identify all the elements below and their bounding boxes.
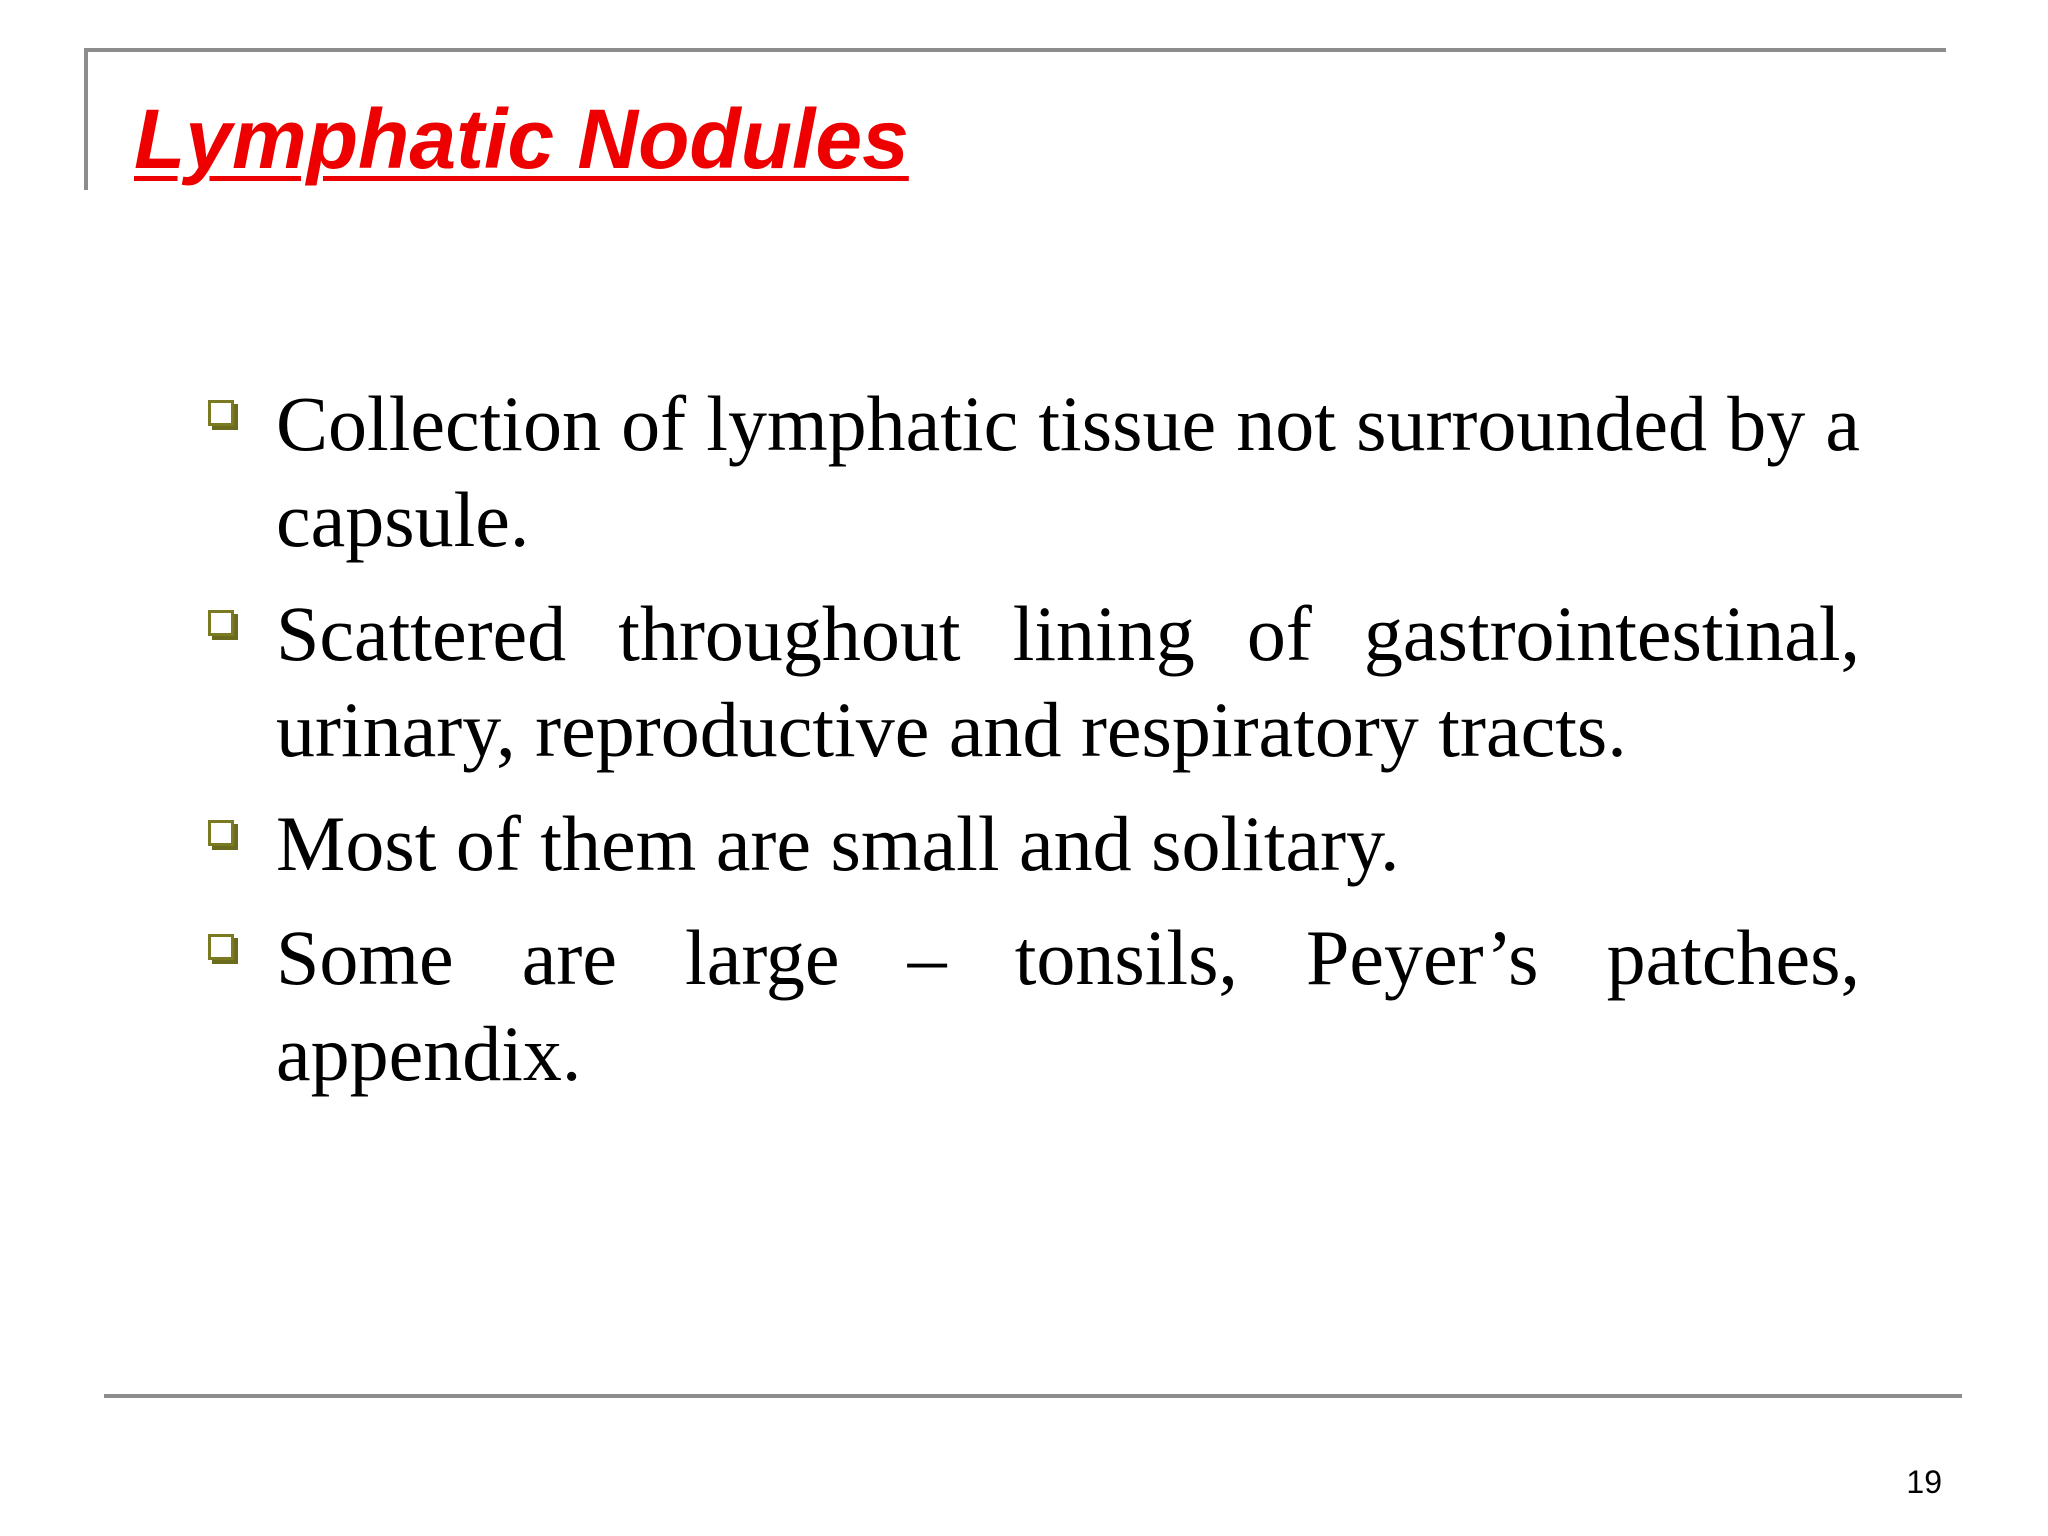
list-item (204, 796, 1860, 892)
top-divider (84, 48, 1946, 52)
bullet-text: Most of them are small and solitary. (276, 800, 1400, 887)
hollow-square-icon (204, 376, 276, 472)
left-divider (84, 48, 88, 190)
hollow-square-icon (204, 910, 276, 1006)
hollow-square-icon (204, 586, 276, 682)
list-item (204, 910, 1860, 1102)
list-item (204, 376, 1860, 568)
bottom-divider (104, 1394, 1962, 1398)
slide-title: Lymphatic Nodules (134, 92, 909, 186)
page-number: 19 (1906, 1464, 1942, 1500)
bullet-text: Collection of lymphatic tissue not surrounded by a capsule. (276, 380, 1860, 563)
bullet-text: Some are large – tonsils, Peyer’s patches, appendix. (276, 914, 1860, 1097)
bullet-text: Scattered throughout lining of gastrointestinal, urinary, reproductive and respiratory tracts. (276, 590, 1860, 773)
hollow-square-icon (204, 796, 276, 892)
list-item (204, 586, 1860, 778)
bullet-list (204, 376, 1860, 1120)
